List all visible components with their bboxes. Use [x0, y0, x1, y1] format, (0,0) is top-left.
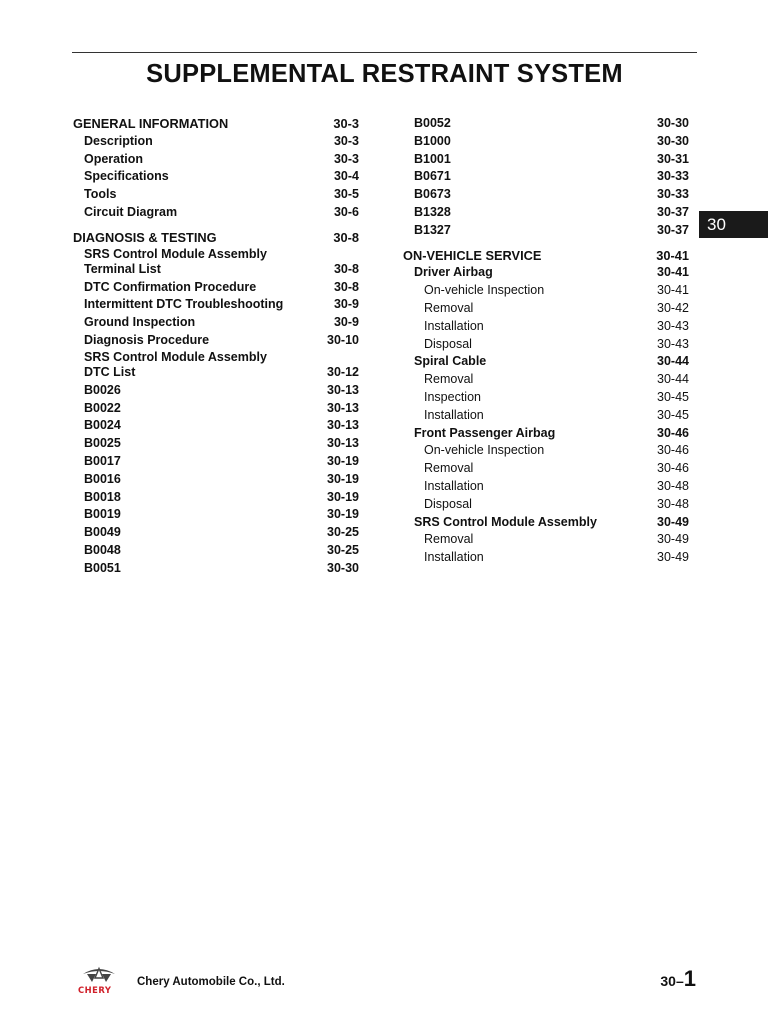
- toc-entry-title: B0673: [414, 187, 451, 202]
- toc-entry-page: 30-8: [333, 262, 359, 277]
- toc-entry-page: 30-19: [327, 471, 359, 486]
- toc-entry: [403, 549, 689, 567]
- toc-entry: [403, 168, 689, 186]
- toc-entry-title: Removal: [424, 461, 474, 476]
- toc-entry-title: SRS Control Module Assembly: [414, 514, 597, 529]
- toc-entry-title: Disposal: [424, 496, 472, 511]
- footer-company: Chery Automobile Co., Ltd.: [137, 976, 285, 988]
- toc-entry-page: 30-30: [657, 116, 689, 130]
- toc-entry-page: 30-48: [657, 478, 689, 493]
- toc-entry-page: 30-49: [657, 550, 689, 565]
- toc-entry: [403, 115, 689, 133]
- logo-wordmark: CHERY: [78, 985, 112, 995]
- toc-entry-title: Front Passenger Airbag: [414, 425, 556, 440]
- toc-entry-page: 30-45: [657, 407, 689, 422]
- toc-entry: [403, 478, 689, 496]
- toc-entry: [73, 296, 359, 314]
- toc-entry: [73, 186, 359, 204]
- toc-entry-page: 30-9: [333, 297, 359, 312]
- toc-entry-page: 30-44: [657, 372, 689, 387]
- toc-entry-page: 30-13: [327, 382, 359, 397]
- toc-entry: [73, 247, 359, 279]
- toc-entry: [403, 151, 689, 169]
- page-title: SUPPLEMENTAL RESTRAINT SYSTEM: [146, 60, 623, 88]
- toc-entry-title: Operation: [84, 151, 144, 166]
- toc-entry-title: DTC Confirmation Procedure: [84, 279, 257, 294]
- toc-entry-page: 30-46: [657, 461, 689, 476]
- toc-entry-page: 30-10: [327, 332, 359, 347]
- toc-entry-title: Description: [84, 133, 153, 148]
- toc-entry: [73, 133, 359, 151]
- toc-entry: [403, 389, 689, 407]
- chery-logo: [74, 965, 124, 995]
- toc-entry: [403, 531, 689, 549]
- toc-entry-title: Installation: [424, 407, 484, 422]
- toc-entry: [73, 453, 359, 471]
- toc-entry-page: 30-33: [657, 169, 689, 184]
- toc-entry-title: On-vehicle Inspection: [424, 283, 545, 298]
- toc-entry-page: 30-33: [657, 187, 689, 202]
- toc-entry: [73, 471, 359, 489]
- toc-entry-title: B0018: [84, 489, 121, 504]
- toc-entry-title: DIAGNOSIS & TESTING: [73, 229, 217, 245]
- toc-entry-page: 30-19: [327, 489, 359, 504]
- toc-entry: [403, 460, 689, 478]
- toc-entry-page: 30-48: [657, 496, 689, 511]
- toc-entry: [73, 332, 359, 350]
- toc-entry-title: Spiral Cable: [414, 354, 487, 369]
- toc-entry-title: SRS Control Module Assembly DTC List: [84, 349, 267, 379]
- toc-entry: [403, 496, 689, 514]
- footer-page-number: [660, 966, 696, 992]
- toc-entry-page: 30-41: [657, 265, 689, 280]
- toc-entry: [403, 300, 689, 318]
- toc-entry-page: 30-19: [327, 507, 359, 522]
- chery-logo-icon: [74, 965, 124, 995]
- toc-entry-title: Specifications: [84, 169, 169, 184]
- toc-entry-title: Installation: [424, 318, 484, 333]
- toc-entry: [403, 442, 689, 460]
- toc-entry: [403, 407, 689, 425]
- toc-entry-title: Removal: [424, 372, 474, 387]
- toc-entry-page: 30-41: [656, 247, 689, 263]
- toc-entry: [73, 400, 359, 418]
- toc-entry: [73, 524, 359, 542]
- toc-entry-page: 30-13: [327, 400, 359, 415]
- toc-entry-title: Installation: [424, 478, 484, 493]
- toc-entry: [73, 151, 359, 169]
- toc-entry-page: 30-12: [327, 365, 359, 380]
- toc-entry: [73, 382, 359, 400]
- toc-entry-page: 30-43: [657, 336, 689, 351]
- toc-entry-title: B0025: [84, 436, 121, 451]
- toc-entry-page: 30-25: [327, 525, 359, 540]
- toc-entry: [73, 168, 359, 186]
- page-number-prefix: 30–: [660, 973, 684, 989]
- toc-entry: [73, 115, 359, 133]
- toc-entry: [403, 204, 689, 222]
- toc-entry-page: 30-43: [657, 318, 689, 333]
- toc-entry: [73, 204, 359, 222]
- toc-entry-page: 30-8: [333, 279, 359, 294]
- toc-entry-title: B1327: [414, 222, 451, 237]
- toc-entry-page: 30-44: [657, 354, 689, 369]
- toc-entry-page: 30-19: [327, 453, 359, 468]
- page-number: 1: [683, 966, 696, 991]
- toc-entry: [403, 264, 689, 282]
- toc-entry-page: 30-31: [657, 151, 689, 166]
- toc-entry-title: B0024: [84, 418, 121, 433]
- toc-entry-title: Driver Airbag: [414, 265, 493, 280]
- toc-entry-page: 30-3: [333, 116, 359, 131]
- toc-entry-title: B0019: [84, 507, 121, 522]
- toc-entry-title: Removal: [424, 532, 474, 547]
- toc-entry-page: 30-13: [327, 418, 359, 433]
- toc-entry: [73, 350, 359, 382]
- toc-entry-title: B0048: [84, 542, 121, 557]
- toc-entry: [73, 314, 359, 332]
- toc-entry-page: 30-3: [333, 133, 359, 148]
- toc-entry-title: B0051: [84, 560, 121, 575]
- toc-entry-title: Circuit Diagram: [84, 204, 178, 219]
- toc-entry: [403, 247, 689, 265]
- toc-entry-title: On-vehicle Inspection: [424, 443, 545, 458]
- toc-entry: [403, 371, 689, 389]
- toc-entry: [73, 489, 359, 507]
- toc-entry-page: 30-37: [657, 204, 689, 219]
- toc-entry-page: 30-8: [333, 229, 359, 245]
- header-rule: [72, 52, 697, 53]
- toc-entry-title: SRS Control Module Assembly Terminal List: [84, 246, 267, 276]
- toc-entry-title: Tools: [84, 187, 117, 202]
- toc-entry: [73, 229, 359, 247]
- toc-entry: [403, 222, 689, 240]
- toc-entry-title: B1001: [414, 151, 451, 166]
- toc-entry-page: 30-45: [657, 389, 689, 404]
- toc-entry-title: B0016: [84, 471, 121, 486]
- toc-entry: [73, 417, 359, 435]
- toc-entry-page: 30-46: [657, 425, 689, 440]
- toc-entry-page: 30-4: [333, 169, 359, 184]
- toc-entry-page: 30-49: [657, 532, 689, 547]
- toc-entry: [73, 506, 359, 524]
- toc-entry-page: 30-6: [333, 204, 359, 219]
- toc-entry-title: Inspection: [424, 389, 481, 404]
- toc-right-column: [403, 115, 689, 567]
- toc-entry-page: 30-30: [327, 560, 359, 575]
- toc-entry-page: 30-49: [657, 514, 689, 529]
- toc-entry-title: B0022: [84, 400, 121, 415]
- toc-entry-page: 30-3: [333, 151, 359, 166]
- toc-entry: [403, 336, 689, 354]
- toc-entry-title: Intermittent DTC Troubleshooting: [84, 297, 284, 312]
- toc-entry: [403, 353, 689, 371]
- toc-entry-title: Disposal: [424, 336, 472, 351]
- toc-entry: [73, 560, 359, 578]
- toc-entry-title: Removal: [424, 300, 474, 315]
- toc-entry-title: B1328: [414, 204, 451, 219]
- toc-entry: [73, 279, 359, 297]
- toc-entry: [403, 186, 689, 204]
- section-tab: 30: [699, 211, 768, 238]
- toc-left-column: [73, 115, 359, 578]
- toc-entry-title: ON-VEHICLE SERVICE: [403, 247, 542, 263]
- toc-entry-title: B0017: [84, 453, 121, 468]
- toc-entry-page: 30-42: [657, 300, 689, 315]
- toc-entry: [403, 514, 689, 532]
- toc-entry-title: B0049: [84, 525, 121, 540]
- toc-entry: [403, 133, 689, 151]
- toc-entry-page: 30-9: [333, 315, 359, 330]
- toc-entry-title: Diagnosis Procedure: [84, 332, 210, 347]
- toc-entry-title: B1000: [414, 133, 451, 148]
- toc-entry: [403, 282, 689, 300]
- toc-entry: [403, 425, 689, 443]
- toc-entry-title: GENERAL INFORMATION: [73, 116, 229, 131]
- toc-entry-page: 30-25: [327, 542, 359, 557]
- toc-entry-title: Ground Inspection: [84, 315, 196, 330]
- toc-entry-page: 30-41: [657, 283, 689, 298]
- toc-entry-page: 30-5: [333, 187, 359, 202]
- toc-entry-page: 30-37: [657, 222, 689, 237]
- toc-entry: [73, 435, 359, 453]
- toc-entry-title: B0026: [84, 382, 121, 397]
- toc-entry-page: 30-46: [657, 443, 689, 458]
- toc-entry: [403, 318, 689, 336]
- toc-entry: [73, 542, 359, 560]
- toc-entry-title: B0052: [414, 116, 451, 130]
- toc-entry-title: B0671: [414, 169, 451, 184]
- toc-entry-page: 30-13: [327, 436, 359, 451]
- toc-entry-page: 30-30: [657, 133, 689, 148]
- toc-entry-title: Installation: [424, 550, 484, 565]
